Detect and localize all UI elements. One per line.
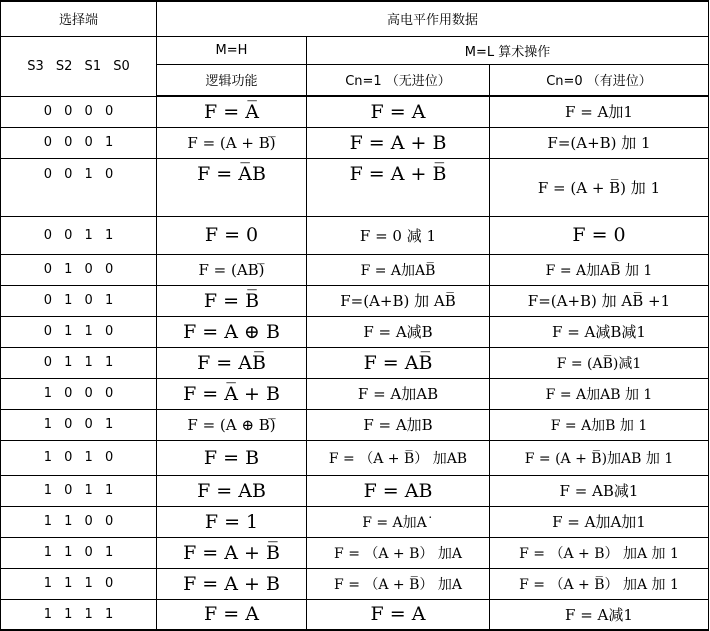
select-header: 选择端 bbox=[1, 1, 157, 36]
cn0-cell: F = A加AB 加 1 bbox=[490, 378, 709, 409]
cn1-cell: F = A bbox=[307, 599, 490, 630]
cn1-cell: F = （A + B̅） 加A bbox=[307, 568, 490, 599]
cn0-cell: F = A加B 加 1 bbox=[490, 409, 709, 440]
select-cell: 0 1 0 0 bbox=[1, 254, 157, 285]
logic-cell: F = B̅ bbox=[157, 285, 307, 316]
logic-cell: F = AB̅ bbox=[157, 347, 307, 378]
cn0-cell: F = A减B减1 bbox=[490, 316, 709, 347]
logic-cell: F = A bbox=[157, 599, 307, 630]
cn1-cell: F = A减B bbox=[307, 316, 490, 347]
cn0-cell: F = （A + B̅） 加A 加 1 bbox=[490, 568, 709, 599]
cn0-cell: F = 0 bbox=[490, 216, 709, 254]
cn0-cell: F = A加AB̅ 加 1 bbox=[490, 254, 709, 285]
cn0-cell: F=(A+B) 加 AB̅ +1 bbox=[490, 285, 709, 316]
cn0-cell: F = AB减1 bbox=[490, 475, 709, 506]
select-cell: 1 1 0 1 bbox=[1, 537, 157, 568]
cn1-cell: F = 0 减 1 bbox=[307, 216, 490, 254]
logic-cell: F = (A ⊕ B)̅ bbox=[157, 409, 307, 440]
logic-cell: F = AB bbox=[157, 475, 307, 506]
mh-header: M=H bbox=[157, 36, 307, 64]
cn1-cell: F = A bbox=[307, 96, 490, 127]
cn0-cell: F = (AB̅)减1 bbox=[490, 347, 709, 378]
logic-cell: F = B bbox=[157, 440, 307, 475]
cn1-header: Cn=1 （无进位） bbox=[307, 64, 490, 96]
cn1-cell: F = AB̅ bbox=[307, 347, 490, 378]
select-cell: 0 0 1 0 bbox=[1, 158, 157, 216]
select-cell: 0 0 1 1 bbox=[1, 216, 157, 254]
cn0-cell: F=(A+B) 加 1 bbox=[490, 127, 709, 158]
select-cell: 1 1 1 0 bbox=[1, 568, 157, 599]
logic-cell: F = 1 bbox=[157, 506, 307, 537]
cn0-cell: F = （A + B） 加A 加 1 bbox=[490, 537, 709, 568]
select-cell: 1 0 0 1 bbox=[1, 409, 157, 440]
cn0-cell: F = A减1 bbox=[490, 599, 709, 630]
cn1-cell: F = A + B̅ bbox=[307, 158, 490, 216]
cn1-cell: F = （A + B̅） 加AB bbox=[307, 440, 490, 475]
select-cell: 0 0 0 1 bbox=[1, 127, 157, 158]
cn0-cell: F = (A + B̅) 加 1 bbox=[490, 158, 709, 216]
ml-header: M=L 算术操作 bbox=[307, 36, 709, 64]
cn1-cell: F = A + B bbox=[307, 127, 490, 158]
select-cell: 0 0 0 0 bbox=[1, 96, 157, 127]
logic-cell: F = (AB)̅ bbox=[157, 254, 307, 285]
select-cell: 0 1 1 0 bbox=[1, 316, 157, 347]
logic-cell: F = A ⊕ B bbox=[157, 316, 307, 347]
logic-cell: F = A̅ + B bbox=[157, 378, 307, 409]
data-header: 高电平作用数据 bbox=[157, 1, 709, 36]
cn0-cell: F = A加1 bbox=[490, 96, 709, 127]
cn0-header: Cn=0 （有进位） bbox=[490, 64, 709, 96]
logic-cell: F = A̅B bbox=[157, 158, 307, 216]
select-cell: 1 1 0 0 bbox=[1, 506, 157, 537]
select-cell: 1 0 0 0 bbox=[1, 378, 157, 409]
logic-cell: F = (A + B)̅ bbox=[157, 127, 307, 158]
cn1-cell: F = A加A˙ bbox=[307, 506, 490, 537]
cn0-cell: F = (A + B̅)加AB 加 1 bbox=[490, 440, 709, 475]
cn1-cell: F = AB bbox=[307, 475, 490, 506]
cn1-cell: F = A加AB bbox=[307, 378, 490, 409]
select-cell: 1 1 1 1 bbox=[1, 599, 157, 630]
select-cell: 0 1 1 1 bbox=[1, 347, 157, 378]
select-cell: 1 0 1 0 bbox=[1, 440, 157, 475]
cn1-cell: F = A加B bbox=[307, 409, 490, 440]
logic-cell: F = A + B bbox=[157, 568, 307, 599]
cn1-cell: F=(A+B) 加 AB̅ bbox=[307, 285, 490, 316]
logic-cell: F = A + B̅ bbox=[157, 537, 307, 568]
cn0-cell: F = A加A加1 bbox=[490, 506, 709, 537]
select-cell: 1 0 1 1 bbox=[1, 475, 157, 506]
cn1-cell: F = （A + B） 加A bbox=[307, 537, 490, 568]
select-columns-header: S3 S2 S1 S0 bbox=[1, 36, 157, 96]
logic-cell: F = A̅ bbox=[157, 96, 307, 127]
cn1-cell: F = A加AB̅ bbox=[307, 254, 490, 285]
logic-cell: F = 0 bbox=[157, 216, 307, 254]
logic-function-header: 逻辑功能 bbox=[157, 64, 307, 96]
select-cell: 0 1 0 1 bbox=[1, 285, 157, 316]
